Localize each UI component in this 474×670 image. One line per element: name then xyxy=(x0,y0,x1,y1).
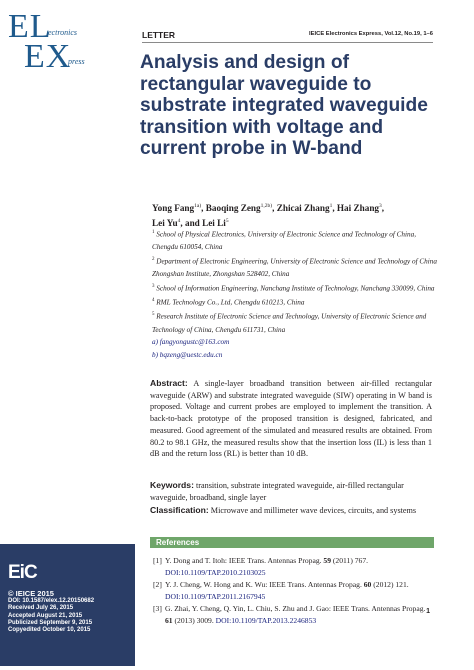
doi-line: DOI: 10.1587/elex.12.20150682 xyxy=(8,598,95,605)
reference-volume: 60 xyxy=(363,580,372,590)
reference-text: Y. J. Cheng, W. Hong and K. Wu: IEEE Trans. Antennas Propag. xyxy=(165,580,364,590)
reference-number: [2] xyxy=(153,580,162,590)
references-heading-bar xyxy=(150,537,434,548)
affiliation xyxy=(152,309,442,336)
publication-dates xyxy=(8,590,133,634)
reference-item xyxy=(150,579,434,602)
copyright: © IEICE 2015 xyxy=(8,589,54,598)
affiliation xyxy=(152,281,442,295)
logo-ex-small: press xyxy=(68,57,85,66)
author-sup: 3 xyxy=(379,203,382,209)
affiliation xyxy=(152,254,442,281)
author: Zhicai Zhang xyxy=(276,203,330,214)
logo-ex: EX xyxy=(24,38,72,75)
keywords-text: transition, substrate integrated waveguide, air-filled rectangular waveguide, broadband, single layer xyxy=(150,481,404,502)
paper-title: Analysis and design of rectangular waveguide to substrate integrated waveguide transition with voltage and current probe in W-band xyxy=(140,52,428,160)
reference-rest: (2011) 767. xyxy=(331,556,369,565)
keywords-label: Keywords: xyxy=(150,480,194,490)
section-label: LETTER xyxy=(142,30,176,40)
author-sup: 1 xyxy=(329,203,333,209)
affiliation-text: School of Physical Electronics, University of Electronic Science and Technology of China, Chengdu 610054, China xyxy=(152,230,416,252)
affiliation-text: School of Information Engineering, Nanchang Institute of Technology, Nanchang 330099, China xyxy=(156,284,435,293)
keywords xyxy=(150,480,432,503)
classification-text: Microwave and millimeter wave devices, circuits, and systems xyxy=(210,506,417,515)
author: Baoqing Zeng xyxy=(205,203,261,214)
reference-rest: (2013) 3009. xyxy=(172,615,216,625)
author-sup: 4 xyxy=(177,218,181,225)
abstract xyxy=(150,378,432,460)
reference-number: [1] xyxy=(153,556,162,565)
author: Lei Yu xyxy=(152,218,178,229)
abstract-label: Abstract: xyxy=(150,378,188,388)
left-column xyxy=(0,0,135,670)
email-line xyxy=(152,336,442,349)
classification xyxy=(150,505,432,517)
author-sup: 1,2b) xyxy=(260,203,273,209)
email-prefix: a) xyxy=(152,338,158,347)
journal-info: IEICE Electronics Express, Vol.12, No.19, 1–6 xyxy=(309,31,433,37)
references-heading: References xyxy=(156,538,200,547)
page-number: 1 xyxy=(426,608,430,615)
doi-link[interactable]: DOI:10.1109/TAP.2011.2167945 xyxy=(165,591,266,601)
reference-list xyxy=(150,555,434,628)
email-link[interactable]: bqzeng@uestc.edu.cn xyxy=(159,351,223,360)
reference-rest: (2012) 121. xyxy=(371,580,409,590)
accepted-date: Accepted August 21, 2015 xyxy=(8,612,83,619)
author-list: Yong Fang$^{1a)}$, Baoqing Zeng$^{1,2b)}$, Zhicai Zhang$^1$, Hai Zhang$^3$, Lei Yu$^4$, and Lei Li$^5$ xyxy=(152,203,385,229)
affiliation-text: Research Institute of Electronic Science and Technology, University of Electronic Science and Technology of China, Chengdu 611731, China xyxy=(152,312,427,334)
doi-link[interactable]: DOI:10.1109/TAP.2013.2246853 xyxy=(215,615,317,625)
affiliation-sup: 1 xyxy=(152,230,155,235)
classification-label: Classification: xyxy=(150,505,209,515)
reference-volume: 61 xyxy=(165,615,173,625)
reference-text: Y. Dong and T. Itoh: IEEE Trans. Antennas Propag. xyxy=(165,556,324,565)
affiliation-sup: 2 xyxy=(152,256,155,262)
author-sup: 1a) xyxy=(194,203,202,209)
author-sup: 5 xyxy=(225,218,229,225)
affiliation-list xyxy=(152,227,442,362)
affiliation-text: RML Technology Co., Ltd, Chengdu 610213, China xyxy=(156,298,305,307)
copyedited-date: Copyedited October 10, 2015 xyxy=(8,627,91,634)
email-line xyxy=(152,349,442,362)
reference-number: [3] xyxy=(153,604,162,614)
publicized-date: Publicized September 9, 2015 xyxy=(8,619,93,626)
affiliation-sup: 3 xyxy=(152,283,155,289)
logo-el-small: ectronics xyxy=(48,28,78,37)
affiliation-sup: 5 xyxy=(152,312,155,318)
author: Hai Zhang xyxy=(336,203,380,214)
reference-text: G. Zhai, Y. Cheng, Q. Yin, L. Chiu, S. Zhu and J. Gao: IEEE Trans. Antennas Propag. xyxy=(165,604,426,614)
author: Yong Fang xyxy=(152,203,195,214)
affiliation-sup: 4 xyxy=(152,298,155,304)
email-prefix: b) xyxy=(152,351,158,360)
affiliation-text: Department of Electronic Engineering, University of Electronic Science and Technology of China Zhongshan Institute, Zhongshan 528402, China xyxy=(152,257,437,279)
author: Lei Li xyxy=(202,218,226,229)
reference-volume: 59 xyxy=(323,556,331,565)
doi-link[interactable]: DOI:10.1109/TAP.2010.2103025 xyxy=(165,567,266,577)
abstract-text: A single-layer broadband transition between air-filled rectangular waveguide (ARW) and substrate integrated waveguide (SIW) operating in W band is proposed. Voltage and current probes are employed to implement the transition. A back-to-back prototype of the proposed transition is designed, fabricated, and measured. Good agreement of the simulated and measured results are obtained. From 80.2 to 98.1 GHz, the measured results show that the insertion loss (IL) is less than 1 dB and the return loss (RL) is better than 10 dB. xyxy=(150,379,432,459)
header-divider xyxy=(142,42,433,43)
received-date: Received July 26, 2015 xyxy=(8,605,74,612)
reference-item xyxy=(150,555,434,578)
reference-item xyxy=(150,603,434,626)
eic-logo xyxy=(8,562,48,584)
email-link[interactable]: fangyongustc@163.com xyxy=(159,338,230,347)
elex-logo xyxy=(8,8,128,75)
publication-info-box xyxy=(0,544,135,666)
logo-el: EL xyxy=(8,8,52,45)
affiliation xyxy=(152,227,442,254)
affiliation xyxy=(152,295,442,309)
eic-logo-text: EiC xyxy=(8,562,37,583)
